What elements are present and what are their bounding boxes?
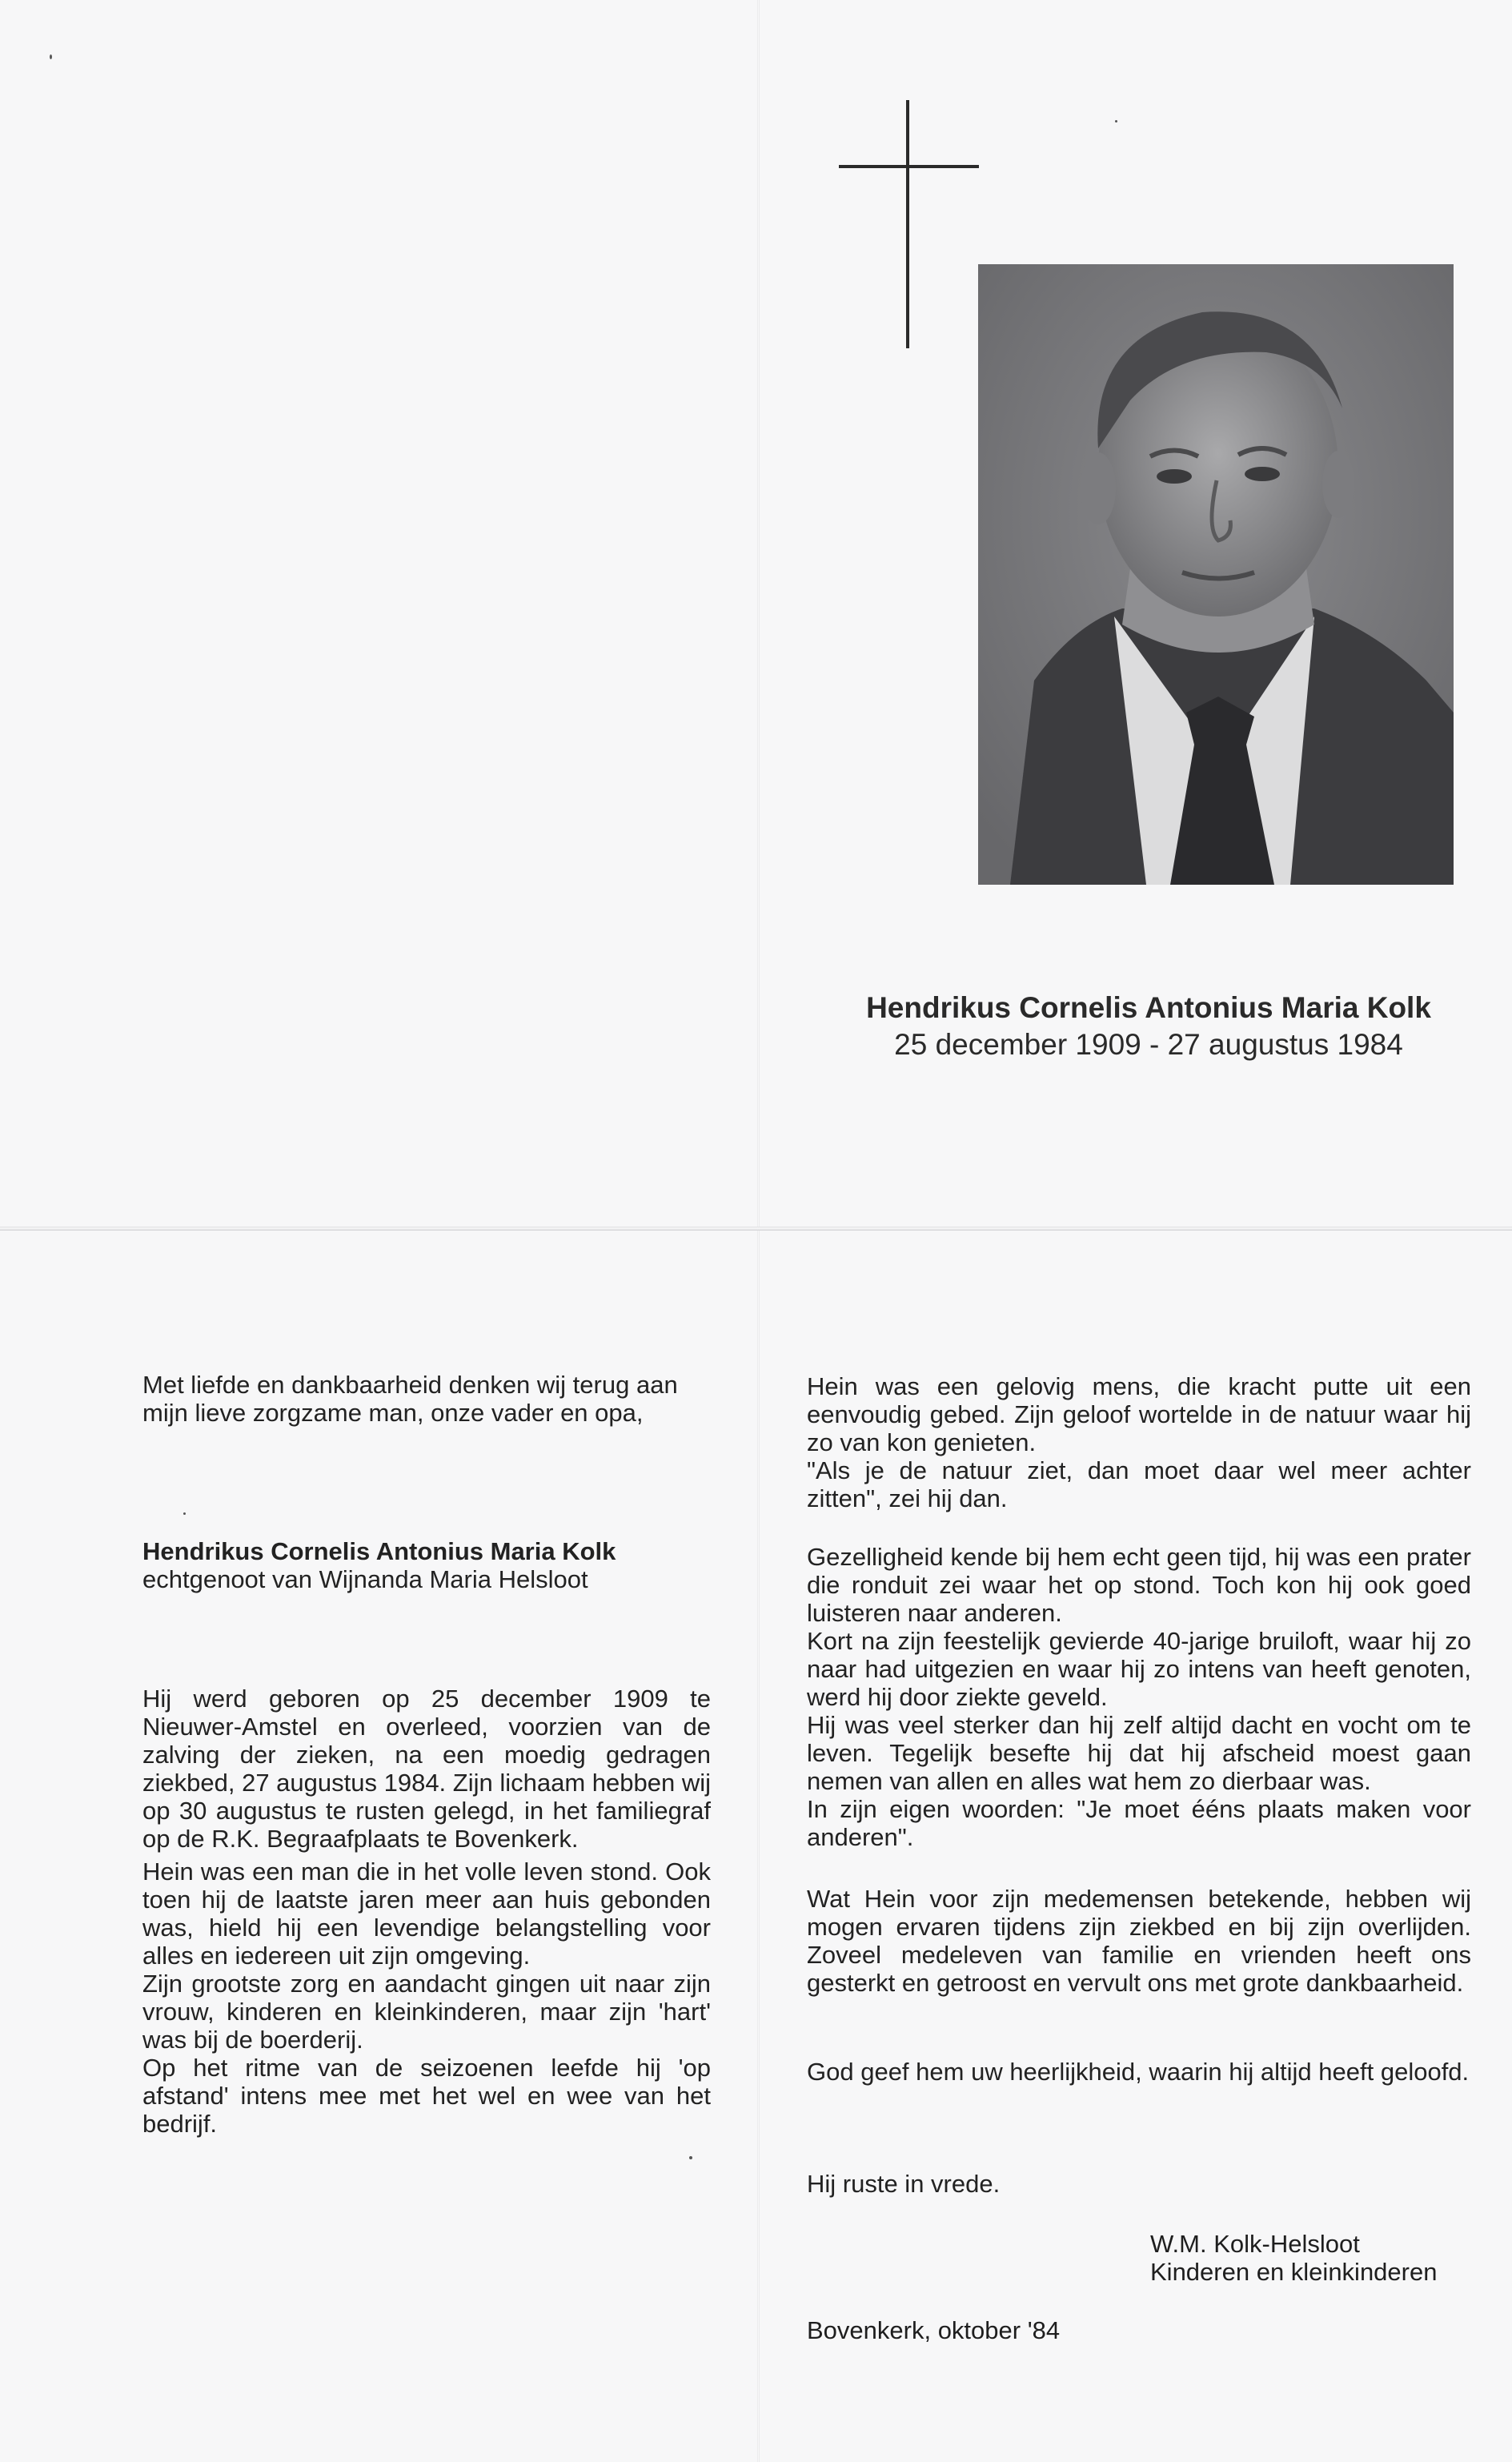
life-block [142, 1858, 711, 2138]
life-dates: 25 december 1909 - 27 augustus 1984 [894, 1028, 1403, 1061]
faith-block [807, 1372, 1471, 1512]
rest-block [807, 2170, 1471, 2198]
paper-speck [689, 2156, 692, 2159]
character-paragraph-3: Hij was veel sterker dan hij zelf altijd dacht en vocht om te leven. Tegelijk besefte hij dat hij afscheid moest gaan nemen van allen en alles wat hem zo dierbaar was. [807, 1711, 1471, 1795]
portrait-illustration [978, 264, 1454, 885]
paper-speck [1115, 120, 1117, 122]
cross-icon-vertical [906, 100, 909, 348]
biography-block [142, 1685, 711, 1853]
spouse-line: echtgenoot van Wijnanda Maria Helsloot [142, 1565, 588, 1593]
signature-block [1150, 2230, 1437, 2286]
rest-in-peace: Hij ruste in vrede. [807, 2170, 1001, 2198]
character-paragraph-1: Gezelligheid kende bij hem echt geen tijd, hij was een prater die ronduit zei waar het op stond. Toch kon hij ook goed luisteren naar anderen. [807, 1543, 1471, 1627]
inner-name: Hendrikus Cornelis Antonius Maria Kolk [142, 1537, 616, 1565]
place-date: Bovenkerk, oktober '84 [807, 2316, 1061, 2344]
birth-death-paragraph: Hij werd geboren op 25 december 1909 te Nieuwer-Amstel en overleed, voorzien van de zalving der zieken, na een moedig gedragen ziekbed, 27 augustus 1984. Zijn lichaam hebben wij op 30 augustus te rusten gelegd, in het familiegraf op de R.K. Begraafplaats te Bovenkerk. [142, 1685, 712, 1853]
life-paragraph-3: Op het ritme van de seizoenen leefde hij 'op afstand' intens mee met het wel en wee van het bedrijf. [142, 2054, 711, 2138]
paper-speck [50, 54, 52, 59]
deceased-name: Hendrikus Cornelis Antonius Maria Kolk [866, 991, 1431, 1024]
prayer-paragraph: God geef hem uw heerlijkheid, waarin hij altijd heeft geloofd. [807, 2058, 1470, 2086]
vertical-fold-line [757, 0, 760, 2462]
intro-paragraph: Met liefde en dankbaarheid denken wij terug aan mijn lieve zorgzame man, onze vader en opa, [142, 1371, 678, 1427]
gratitude-paragraph: Wat Hein voor zijn medemensen betekende, hebben wij mogen ervaren tijdens zijn ziekbed en bij zijn overlijden. Zoveel medeleven van familie en vrienden heeft ons gesterkt en getroost en vervult ons met grote dankbaarheid. [807, 1885, 1471, 1997]
portrait-photo [978, 264, 1454, 885]
name-block [142, 1537, 711, 1593]
prayer-block [807, 2058, 1471, 2086]
life-paragraph-2: Zijn grootste zorg en aandacht gingen uit naar zijn vrouw, kinderen en kleinkinderen, maar zijn 'hart' was bij de boerderij. [142, 1970, 711, 2054]
inner-page-edge [0, 1230, 1512, 1231]
gratitude-block [807, 1885, 1471, 1997]
character-paragraph-2: Kort na zijn feestelijk gevierde 40-jarige bruiloft, waar hij zo naar had uitgezien en waar hij zo intens van heeft genoten, werd hij door ziekte geveld. [807, 1627, 1471, 1711]
signature-widow: W.M. Kolk-Helsloot [1150, 2230, 1360, 2258]
intro-text [142, 1371, 711, 1427]
cross-icon-horizontal [839, 165, 979, 168]
signature-family: Kinderen en kleinkinderen [1150, 2258, 1438, 2286]
faith-paragraph: Hein was een gelovig mens, die kracht putte uit een eenvoudig gebed. Zijn geloof wortelde in de natuur waar hij zo van kon genieten. [807, 1372, 1471, 1456]
faith-quote: "Als je de natuur ziet, dan moet daar wel meer achter zitten", zei hij dan. [807, 1456, 1471, 1512]
character-block [807, 1543, 1471, 1851]
paper-speck [183, 1512, 186, 1515]
character-paragraph-4: In zijn eigen woorden: "Je moet ééns plaats maken voor anderen". [807, 1795, 1471, 1851]
life-paragraph-1: Hein was een man die in het volle leven stond. Ook toen hij de laatste jaren meer aan huis gebonden was, hield hij een levendige belangstelling voor alles en iedereen uit zijn omgeving. [142, 1858, 711, 1970]
